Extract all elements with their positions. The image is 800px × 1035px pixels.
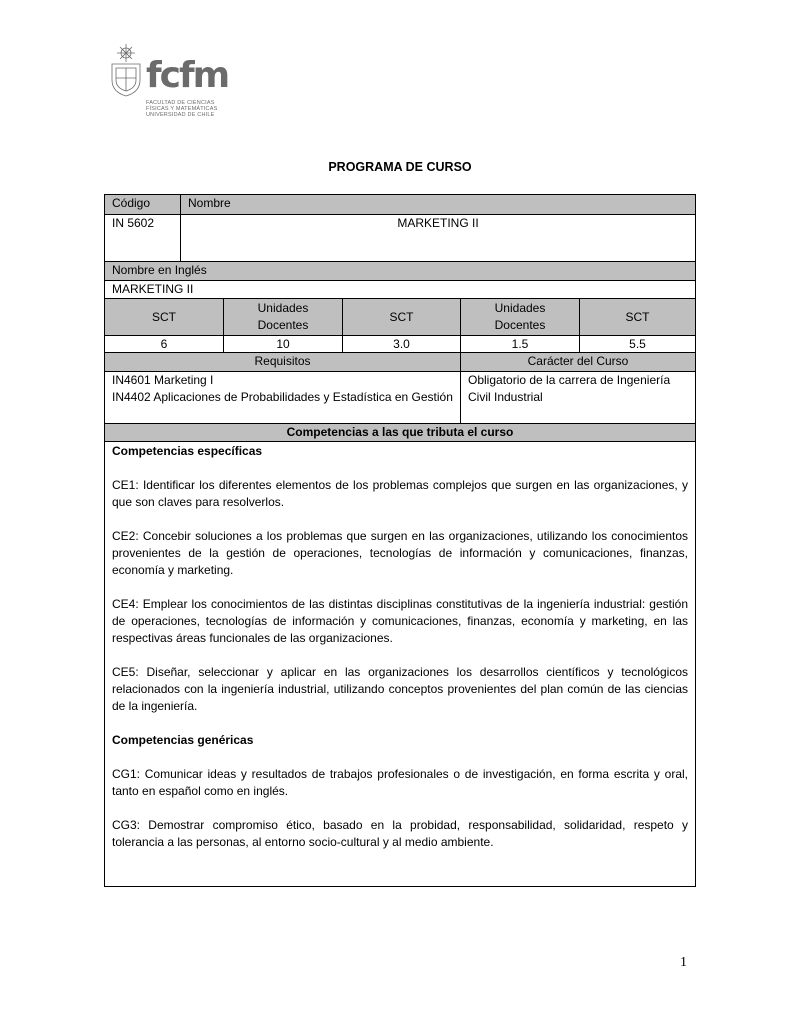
english-name-header-row xyxy=(105,262,695,281)
credits-header-row xyxy=(105,299,695,336)
name-header: Nombre xyxy=(180,195,695,214)
requisites-row xyxy=(105,372,695,424)
credit-value: 5.5 xyxy=(579,336,695,352)
course-code: IN 5602 xyxy=(112,216,155,230)
generic-competencies-title: Competencias genéricas xyxy=(112,733,254,747)
credit-value: 6 xyxy=(160,337,168,351)
credit-value: 1.5 xyxy=(460,336,579,352)
character-header: Carácter del Curso xyxy=(460,353,695,371)
credits-values-row xyxy=(105,336,695,353)
competency-item: CG3: Demostrar compromiso ético, basado en la probidad, responsabilidad, solidaridad, respeto y tolerancia a las personas, al entorno socio-cultural y al medio ambiente. xyxy=(112,818,688,849)
requisite-item: IN4402 Aplicaciones de Probabilidades y Estadística en Gestión xyxy=(112,390,453,404)
competencies-header-row xyxy=(105,424,695,442)
credit-header: SCT xyxy=(152,310,176,324)
credit-value: 3.0 xyxy=(342,336,460,352)
credit-header: Unidades Docentes xyxy=(223,299,342,335)
competency-item: CE1: Identificar los diferentes elementos de los problemas complejos que surgen en las organizaciones, y que son claves para resolverlos. xyxy=(112,478,688,509)
requisites-header: Requisitos xyxy=(254,354,311,368)
fcfm-logo xyxy=(108,44,238,128)
competency-item: CE4: Emplear los conocimientos de las distintas disciplinas constitutivas de la ingeniería industrial: gestión de operaciones, tecnologías de información y comunicaciones, finanzas, economía y marketing, en las respectivas áreas funcionales de las organizaciones. xyxy=(112,597,688,645)
competency-item: CE2: Concebir soluciones a los problemas que surgen en las organizaciones, utilizando los conocimientos provenientes de la gestión de operaciones, tecnologías de información y comunicaciones, finanzas, economía y marketing. xyxy=(112,529,688,577)
course-program-table xyxy=(104,194,696,887)
header-row xyxy=(105,195,695,215)
page-title: PROGRAMA DE CURSO xyxy=(328,160,472,174)
course-row xyxy=(105,215,695,262)
credit-header: SCT xyxy=(579,299,695,335)
requisites-list xyxy=(105,372,460,423)
code-header: Código xyxy=(112,196,151,210)
english-name-header: Nombre en Inglés xyxy=(112,263,207,277)
university-seal-icon xyxy=(108,44,144,98)
course-character: Obligatorio de la carrera de Ingeniería Civil Industrial xyxy=(460,372,695,423)
requisite-item: IN4601 Marketing I xyxy=(112,373,214,387)
competency-item: CE5: Diseñar, seleccionar y aplicar en las organizaciones los desarrollos científicos y tecnológicos relacionados con la ingeniería industrial, utilizando conceptos provenientes del plan común de las ciencias de la ingeniería. xyxy=(112,665,688,713)
english-name-row xyxy=(105,281,695,299)
page-number: 1 xyxy=(680,955,687,970)
course-name: MARKETING II xyxy=(180,215,695,261)
english-name: MARKETING II xyxy=(112,282,194,296)
logo-subtitle: FACULTAD DE CIENCIAS FÍSICAS Y MATEMÁTICAS UNIVERSIDAD DE CHILE xyxy=(146,100,218,119)
competencies-body xyxy=(105,443,695,868)
credit-header: SCT xyxy=(342,299,460,335)
competency-item: CG1: Comunicar ideas y resultados de trabajos profesionales o de investigación, en forma escrita y oral, tanto en español como en inglés. xyxy=(112,767,688,798)
specific-competencies-title: Competencias específicas xyxy=(112,444,263,458)
credit-header: Unidades Docentes xyxy=(460,299,579,335)
credit-value: 10 xyxy=(223,336,342,352)
competencies-header: Competencias a las que tributa el curso xyxy=(286,425,514,439)
requisites-header-row xyxy=(105,353,695,372)
logo-wordmark: fcfm xyxy=(146,55,229,96)
